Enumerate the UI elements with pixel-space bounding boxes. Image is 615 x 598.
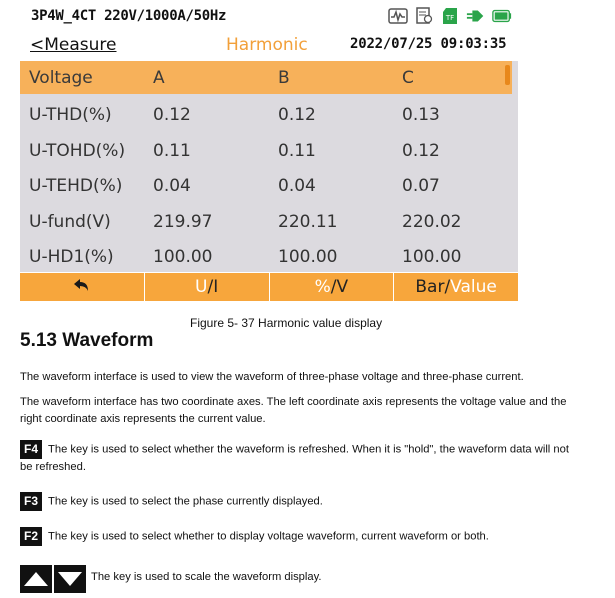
section-heading: 5.13 Waveform	[20, 330, 154, 351]
f2-label-u: U	[195, 277, 208, 297]
svg-text:TF: TF	[445, 13, 455, 22]
table-cell: 0.12	[278, 105, 316, 125]
header-cell: A	[153, 68, 165, 88]
table-cell: 0.04	[278, 176, 316, 196]
table-cell: 220.11	[278, 212, 338, 232]
f3-percent-v-button[interactable]	[270, 273, 395, 301]
table-cell: 220.02	[402, 212, 462, 232]
waveform-icon	[388, 7, 408, 24]
paragraph-f4	[20, 440, 580, 476]
table-cell: 0.13	[402, 105, 440, 125]
f3-label-v: /V	[330, 277, 349, 297]
table-cell: 100.00	[153, 247, 213, 267]
f4-key-label: F4	[20, 440, 42, 459]
table-header	[20, 61, 512, 94]
table-cell: 0.07	[402, 176, 440, 196]
table-cell: 0.04	[153, 176, 191, 196]
table-row	[20, 204, 512, 239]
device-screen	[20, 3, 518, 301]
figure-caption: Figure 5- 37 Harmonic value display	[190, 316, 383, 330]
f4-label-bar: Bar/	[415, 277, 451, 297]
table-row	[20, 133, 512, 168]
harmonic-table	[20, 61, 518, 272]
header-cell: C	[402, 68, 414, 88]
paragraph-text: The key is used to select whether the waveform is refreshed. When it is "hold", the waveform data will not be refreshed.	[20, 443, 569, 473]
table-cell: 219.97	[153, 212, 213, 232]
header-cell: B	[278, 68, 290, 88]
paragraph: The waveform interface is used to view the waveform of three-phase voltage and three-phase current.	[20, 371, 524, 383]
nav-bar	[20, 33, 518, 57]
paragraph-f3	[20, 492, 580, 511]
paragraph: The waveform interface has two coordinate axes. The left coordinate axis represents the voltage value and the right coordinate axis represents the current value.	[20, 396, 567, 425]
table-cell: 0.12	[153, 105, 191, 125]
header-cell: Voltage	[29, 68, 93, 88]
table-row	[20, 239, 512, 274]
f2-ui-button[interactable]	[145, 273, 270, 301]
table-row	[20, 168, 512, 203]
battery-icon	[492, 7, 512, 24]
table-cell: U-fund(V)	[29, 212, 111, 232]
scrollbar[interactable]	[505, 65, 510, 85]
table-row	[20, 97, 512, 132]
wiring-info: 3P4W_4CT 220V/1000A/50Hz	[31, 8, 227, 24]
paragraph-text: The key is used to select the phase currently displayed.	[48, 495, 323, 508]
table-cell: U-TOHD(%)	[29, 141, 126, 161]
table-cell: 0.11	[153, 141, 191, 161]
table-cell: 0.11	[278, 141, 316, 161]
return-arrow-icon	[73, 277, 91, 298]
paragraph-text: The key is used to select whether to display voltage waveform, current waveform or both.	[48, 530, 489, 543]
status-icons	[388, 7, 512, 24]
datetime: 2022/07/25 09:03:35	[350, 36, 507, 52]
up-arrow-icon	[20, 565, 52, 593]
scale-keys	[20, 565, 86, 593]
table-cell: U-THD(%)	[29, 105, 112, 125]
record-icon	[414, 7, 434, 24]
f3-key-label: F3	[20, 492, 42, 511]
sd-card-icon	[440, 7, 460, 24]
status-bar	[20, 3, 518, 31]
f3-label-percent: %	[314, 277, 331, 297]
f2-key-label: F2	[20, 527, 42, 546]
screen-title: Harmonic	[226, 35, 308, 55]
table-cell: U-HD1(%)	[29, 247, 114, 267]
table-cell: 0.12	[402, 141, 440, 161]
table-cell: U-TEHD(%)	[29, 176, 123, 196]
table-cell: 100.00	[278, 247, 338, 267]
paragraph-f2	[20, 527, 580, 546]
f4-label-value: Value	[450, 277, 497, 297]
back-link[interactable]: <Measure	[30, 35, 117, 55]
table-cell: 100.00	[402, 247, 462, 267]
f4-bar-value-button[interactable]	[394, 273, 518, 301]
f1-return-button[interactable]	[20, 273, 145, 301]
function-key-bar	[20, 273, 518, 301]
f2-label-i: /I	[207, 277, 219, 297]
plug-icon	[466, 7, 486, 24]
paragraph: The key is used to scale the waveform display.	[91, 571, 322, 583]
down-arrow-icon	[54, 565, 86, 593]
